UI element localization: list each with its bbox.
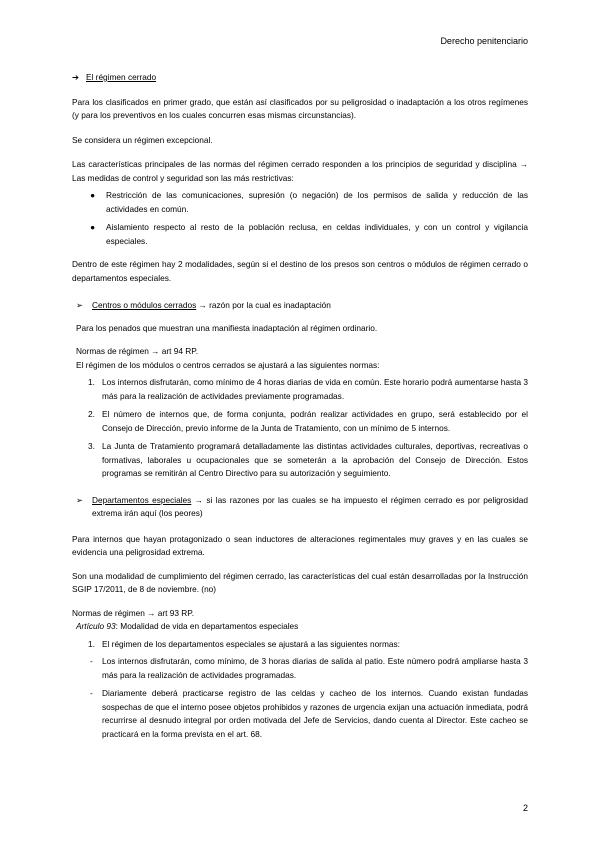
section-heading	[72, 71, 528, 85]
bullet-icon: ●	[90, 222, 96, 232]
subsection-title: Departamentos especiales	[92, 494, 192, 505]
item-number: 1.	[88, 638, 95, 649]
section-intro: Para los clasificados en primer grado, que están así clasificados por su peligrosidad o inadaptación a los otros regímenes (y para los preventivos en los cuales concurren esas mismas circunstancias).	[72, 96, 528, 120]
numbered-item	[72, 376, 528, 403]
bullet-item	[72, 221, 528, 248]
bullet-icon: ●	[90, 190, 96, 200]
arrow-icon: ➔	[72, 72, 79, 82]
running-header: Derecho penitenciario	[440, 36, 528, 46]
numbered-item	[72, 440, 528, 481]
numbered-item	[72, 638, 528, 652]
item-text: La Junta de Tratamiento programará detalladamente las distintas actividades culturales, deportivas, recreativas o formativas, laborales u ocupacionales que se someterán a la aprobación del Consejo de Dirección. Estos programas se remitirán al Centro Directivo para su autorización y seguimiento.	[102, 441, 528, 478]
item-number: 2.	[88, 409, 95, 419]
arrowhead-icon: ➢	[76, 494, 83, 505]
subsection-desc: Para internos que hayan protagonizado o sean inductores de alteraciones regimentales muy graves y en las cuales se evidencia una peligrosidad extrema.	[72, 533, 528, 557]
subsection-title-note: → si las razones por las cuales se ha impuesto el régimen cerrado es por peligrosidad extrema irán aquí (los peores)	[92, 494, 529, 518]
subsection-heading	[72, 299, 528, 313]
dash-item	[72, 655, 528, 682]
dash-text: Los internos disfrutarán, como mínimo, de 3 horas diarias de salida al patio. Este número podrá ampliarse hasta 3 más para la realización de actividades programadas.	[102, 656, 528, 680]
item-text: El régimen de los departamentos especiales se ajustará a las siguientes normas:	[102, 638, 400, 649]
rules-reference: Normas de régimen → art 93 RP.	[72, 607, 195, 618]
rules-intro: El régimen de los módulos o centros cerrados se ajustará a las siguientes normas:	[76, 359, 380, 370]
bullet-item	[72, 189, 528, 216]
article-title: : Modalidad de vida en departamentos especiales	[115, 621, 299, 631]
numbered-item	[72, 408, 528, 435]
arrowhead-icon: ➢	[76, 300, 83, 310]
dash-marker: -	[90, 688, 93, 698]
features-paragraph: Las características principales de las normas del régimen cerrado responden a los principios de seguridad y disciplina → Las medidas de control y seguridad son las más restrictivas:	[72, 159, 528, 183]
exceptional-note: Se considera un régimen excepcional.	[72, 134, 213, 145]
subsection-desc: Para los penados que muestran una manifiesta inadaptación al régimen ordinario.	[76, 322, 378, 333]
subsection-title: Centros o módulos cerrados	[92, 300, 197, 310]
item-text: Los internos disfrutarán, como mínimo de 4 horas diarias de vida en común. Este horario podrá aumentarse hasta 3 más para la realización de actividades previamente programadas.	[102, 377, 528, 401]
modality-paragraph: Son una modalidad de cumplimiento del régimen cerrado, las características del cual están desarrolladas por la Instrucción SGIP 17/2011, de 8 de noviembre. (no)	[72, 570, 528, 594]
bullet-text: Restricción de las comunicaciones, supresión (o negación) de los permisos de salida y reducción de las actividades en común.	[106, 190, 528, 214]
article-heading	[72, 620, 528, 634]
article-label: Artículo 93	[76, 621, 116, 631]
page-content	[72, 71, 528, 741]
subsection-heading	[72, 494, 528, 521]
section-title: El régimen cerrado	[86, 72, 157, 82]
dash-marker: -	[90, 656, 93, 666]
dash-text: Diariamente deberá practicarse registro de las celdas y cacheo de los internos. Cuando existan fundadas sospechas de que el interno posee objetos prohibidos y razones de urgencia exijan una actuación inmediata, podrá recurrirse al desnudo integral por orden motivada del Jefe de Servicios, dando cuenta al Director. Este cacheo se practicará en la forma prevista en el art. 68.	[102, 688, 528, 739]
rules-reference: Normas de régimen → art 94 RP.	[76, 346, 199, 356]
item-number: 1.	[88, 377, 95, 387]
item-number: 3.	[88, 441, 95, 451]
dash-item	[72, 687, 528, 741]
item-text: El número de internos que, de forma conjunta, podrán realizar actividades en grupo, será establecido por el Consejo de Dirección, previo informe de la Junta de Tratamiento, con un mínimo de 5 internos.	[102, 409, 528, 433]
subsection-title-note: → razón por la cual es inadaptación	[196, 300, 331, 310]
bullet-text: Aislamiento respecto al resto de la población reclusa, en celdas individuales, y con un control y vigilancia especiales.	[106, 222, 528, 246]
modalities-paragraph: Dentro de este régimen hay 2 modalidades, según si el destino de los presos son centros o módulos de régimen cerrado o departamentos especiales.	[72, 259, 528, 283]
page-number: 2	[522, 803, 528, 813]
